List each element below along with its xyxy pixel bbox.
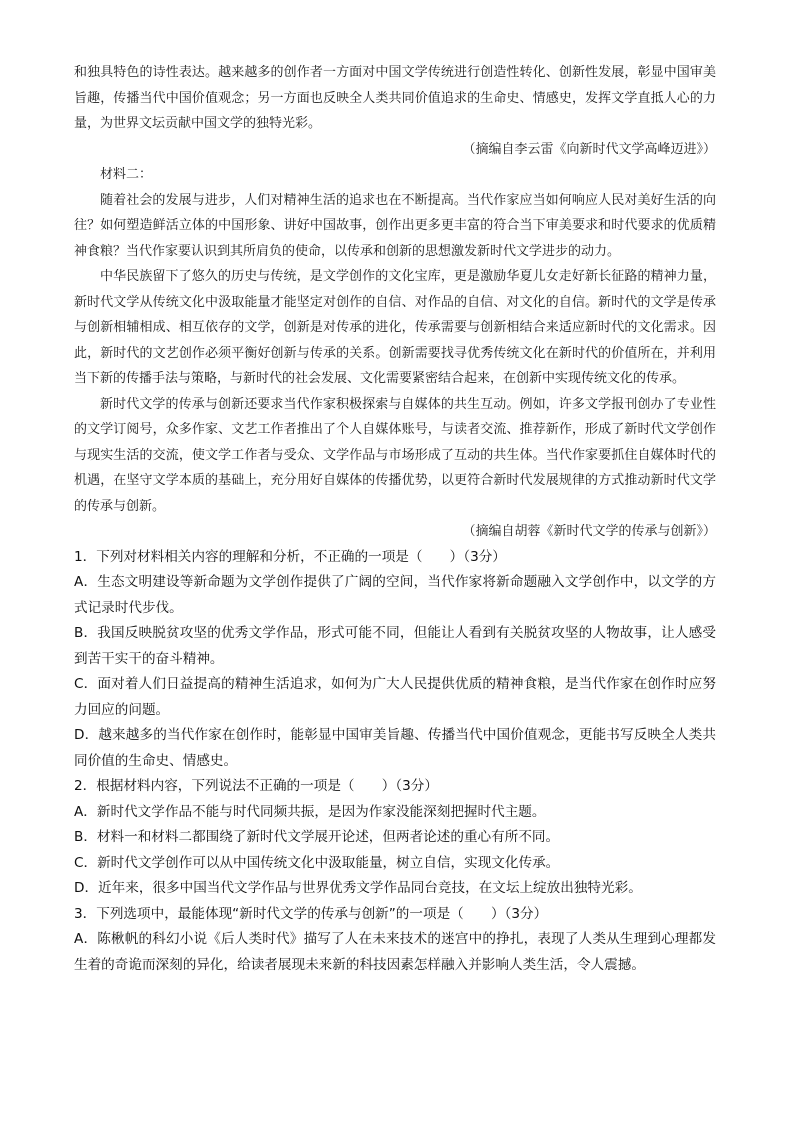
question-1-option-d[interactable]: D．越来越多的当代作家在创作时，能彰显中国审美旨趣、传播当代中国价值观念，更能书写反映全人类共同价值的生命史、情感史。 bbox=[74, 727, 716, 769]
question-2-option-b[interactable]: B．材料一和材料二都围绕了新时代文学展开论述，但两者论述的重心有所不同。 bbox=[74, 829, 560, 845]
question-3-option-a[interactable]: A．陈楸帆的科幻小说《后人类时代》描写了人在未来技术的迷宫中的挣扎，表现了人类从生理到心理都发生着的奇诡而深刻的异化，给读者展现未来新的科技因素怎样融入并影响人类生活，令人震撼。 bbox=[74, 931, 716, 973]
question-2-option-c[interactable]: C．新时代文学创作可以从中国传统文化中汲取能量，树立自信，实现文化传承。 bbox=[74, 854, 560, 871]
material1-source: （摘编自李云雷《向新时代文学高峰迈进》） bbox=[462, 141, 716, 157]
question-2-option-a[interactable]: A．新时代文学作品不能与时代同频共振，是因为作家没能深刻把握时代主题。 bbox=[74, 803, 546, 820]
question-2-option-d[interactable]: D．近年来，很多中国当代文学作品与世界优秀文学作品同台竞技，在文坛上绽放出独特光彩。 bbox=[74, 880, 642, 896]
material2-label: 材料二： bbox=[100, 167, 153, 182]
material2-paragraph-3: 新时代文学的传承与创新还要求当代作家积极探索与自媒体的共生互动。例如，许多文学报刊创办了专业性的文学订阅号，众多作家、文艺工作者推出了个人自媒体账号，与读者交流、推荐新作，形成了新时代文学创作与现实生活的交流，使文学工作者与受众、文学作品与市场形成了互动的共生体。当代作家要抓住自媒体时代的机遇，在坚守文学本质的基础上，充分用好自媒体的传播优势，以更符合新时代发展规律的方式推动新时代文学的传承与创新。 bbox=[74, 396, 716, 514]
question-2 bbox=[74, 774, 716, 902]
material2-paragraph-1: 随着社会的发展与进步，人们对精神生活的追求也在不断提高。当代作家应当如何响应人民对美好生活的向往？如何塑造鲜活立体的中国形象、讲好中国故事，创作出更多更丰富的符合当下审美要求和时代要求的优质精神食粮？当代作家要认识到其所肩负的使命，以传承和创新的思想激发新时代文学进步的动力。 bbox=[74, 192, 716, 259]
question-1-stem: 1．下列对材料相关内容的理解和分析，不正确的一项是（ ）（3分） bbox=[74, 548, 506, 565]
question-2-stem: 2．根据材料内容，下列说法不正确的一项是（ ）（3分） bbox=[74, 778, 438, 794]
page-content bbox=[74, 60, 716, 978]
question-3 bbox=[74, 902, 716, 979]
question-1-option-b[interactable]: B．我国反映脱贫攻坚的优秀文学作品，形式可能不同，但能让人看到有关脱贫攻坚的人物故事，让人感受到苦干实干的奋斗精神。 bbox=[74, 625, 716, 667]
material1-tail-paragraph: 和独具特色的诗性表达。越来越多的创作者一方面对中国文学传统进行创造性转化、创新性发展，彰显中国审美旨趣，传播当代中国价值观念；另一方面也反映全人类共同价值追求的生命史、情感史，发挥文学直抵人心的力量，为世界文坛贡献中国文学的独特光彩。 bbox=[74, 65, 716, 131]
question-1 bbox=[74, 545, 716, 775]
question-1-option-a[interactable]: A．生态文明建设等新命题为文学创作提供了广阔的空间，当代作家将新命题融入文学创作中，以文学的方式记录时代步伐。 bbox=[74, 574, 716, 616]
question-1-option-c[interactable]: C．面对着人们日益提高的精神生活追求，如何为广大人民提供优质的精神食粮，是当代作家在创作时应努力回应的问题。 bbox=[74, 676, 716, 718]
material2-source: （摘编自胡蓉《新时代文学的传承与创新》） bbox=[462, 524, 716, 539]
question-3-stem: 3．下列选项中，最能体现“新时代文学的传承与创新”的一项是（ ）（3分） bbox=[74, 905, 548, 922]
material2-paragraph-2: 中华民族留下了悠久的历史与传统，是文学创作的文化宝库，更是激励华夏儿女走好新长征路的精神力量，新时代文学从传统文化中汲取能量才能坚定对创作的自信、对作品的自信、对文化的自信。新时代的文学是传承与创新相辅相成、相互依存的文学，创新是对传承的进化，传承需要与创新相结合来适应新时代的文化需求。因此，新时代的文艺创作必须平衡好创新与传承的关系。创新需要找寻优秀传统文化在新时代的价值所在，并利用当下新的传播手法与策略，与新时代的社会发展、文化需要紧密结合起来，在创新中实现传统文化的传承。 bbox=[74, 269, 716, 386]
